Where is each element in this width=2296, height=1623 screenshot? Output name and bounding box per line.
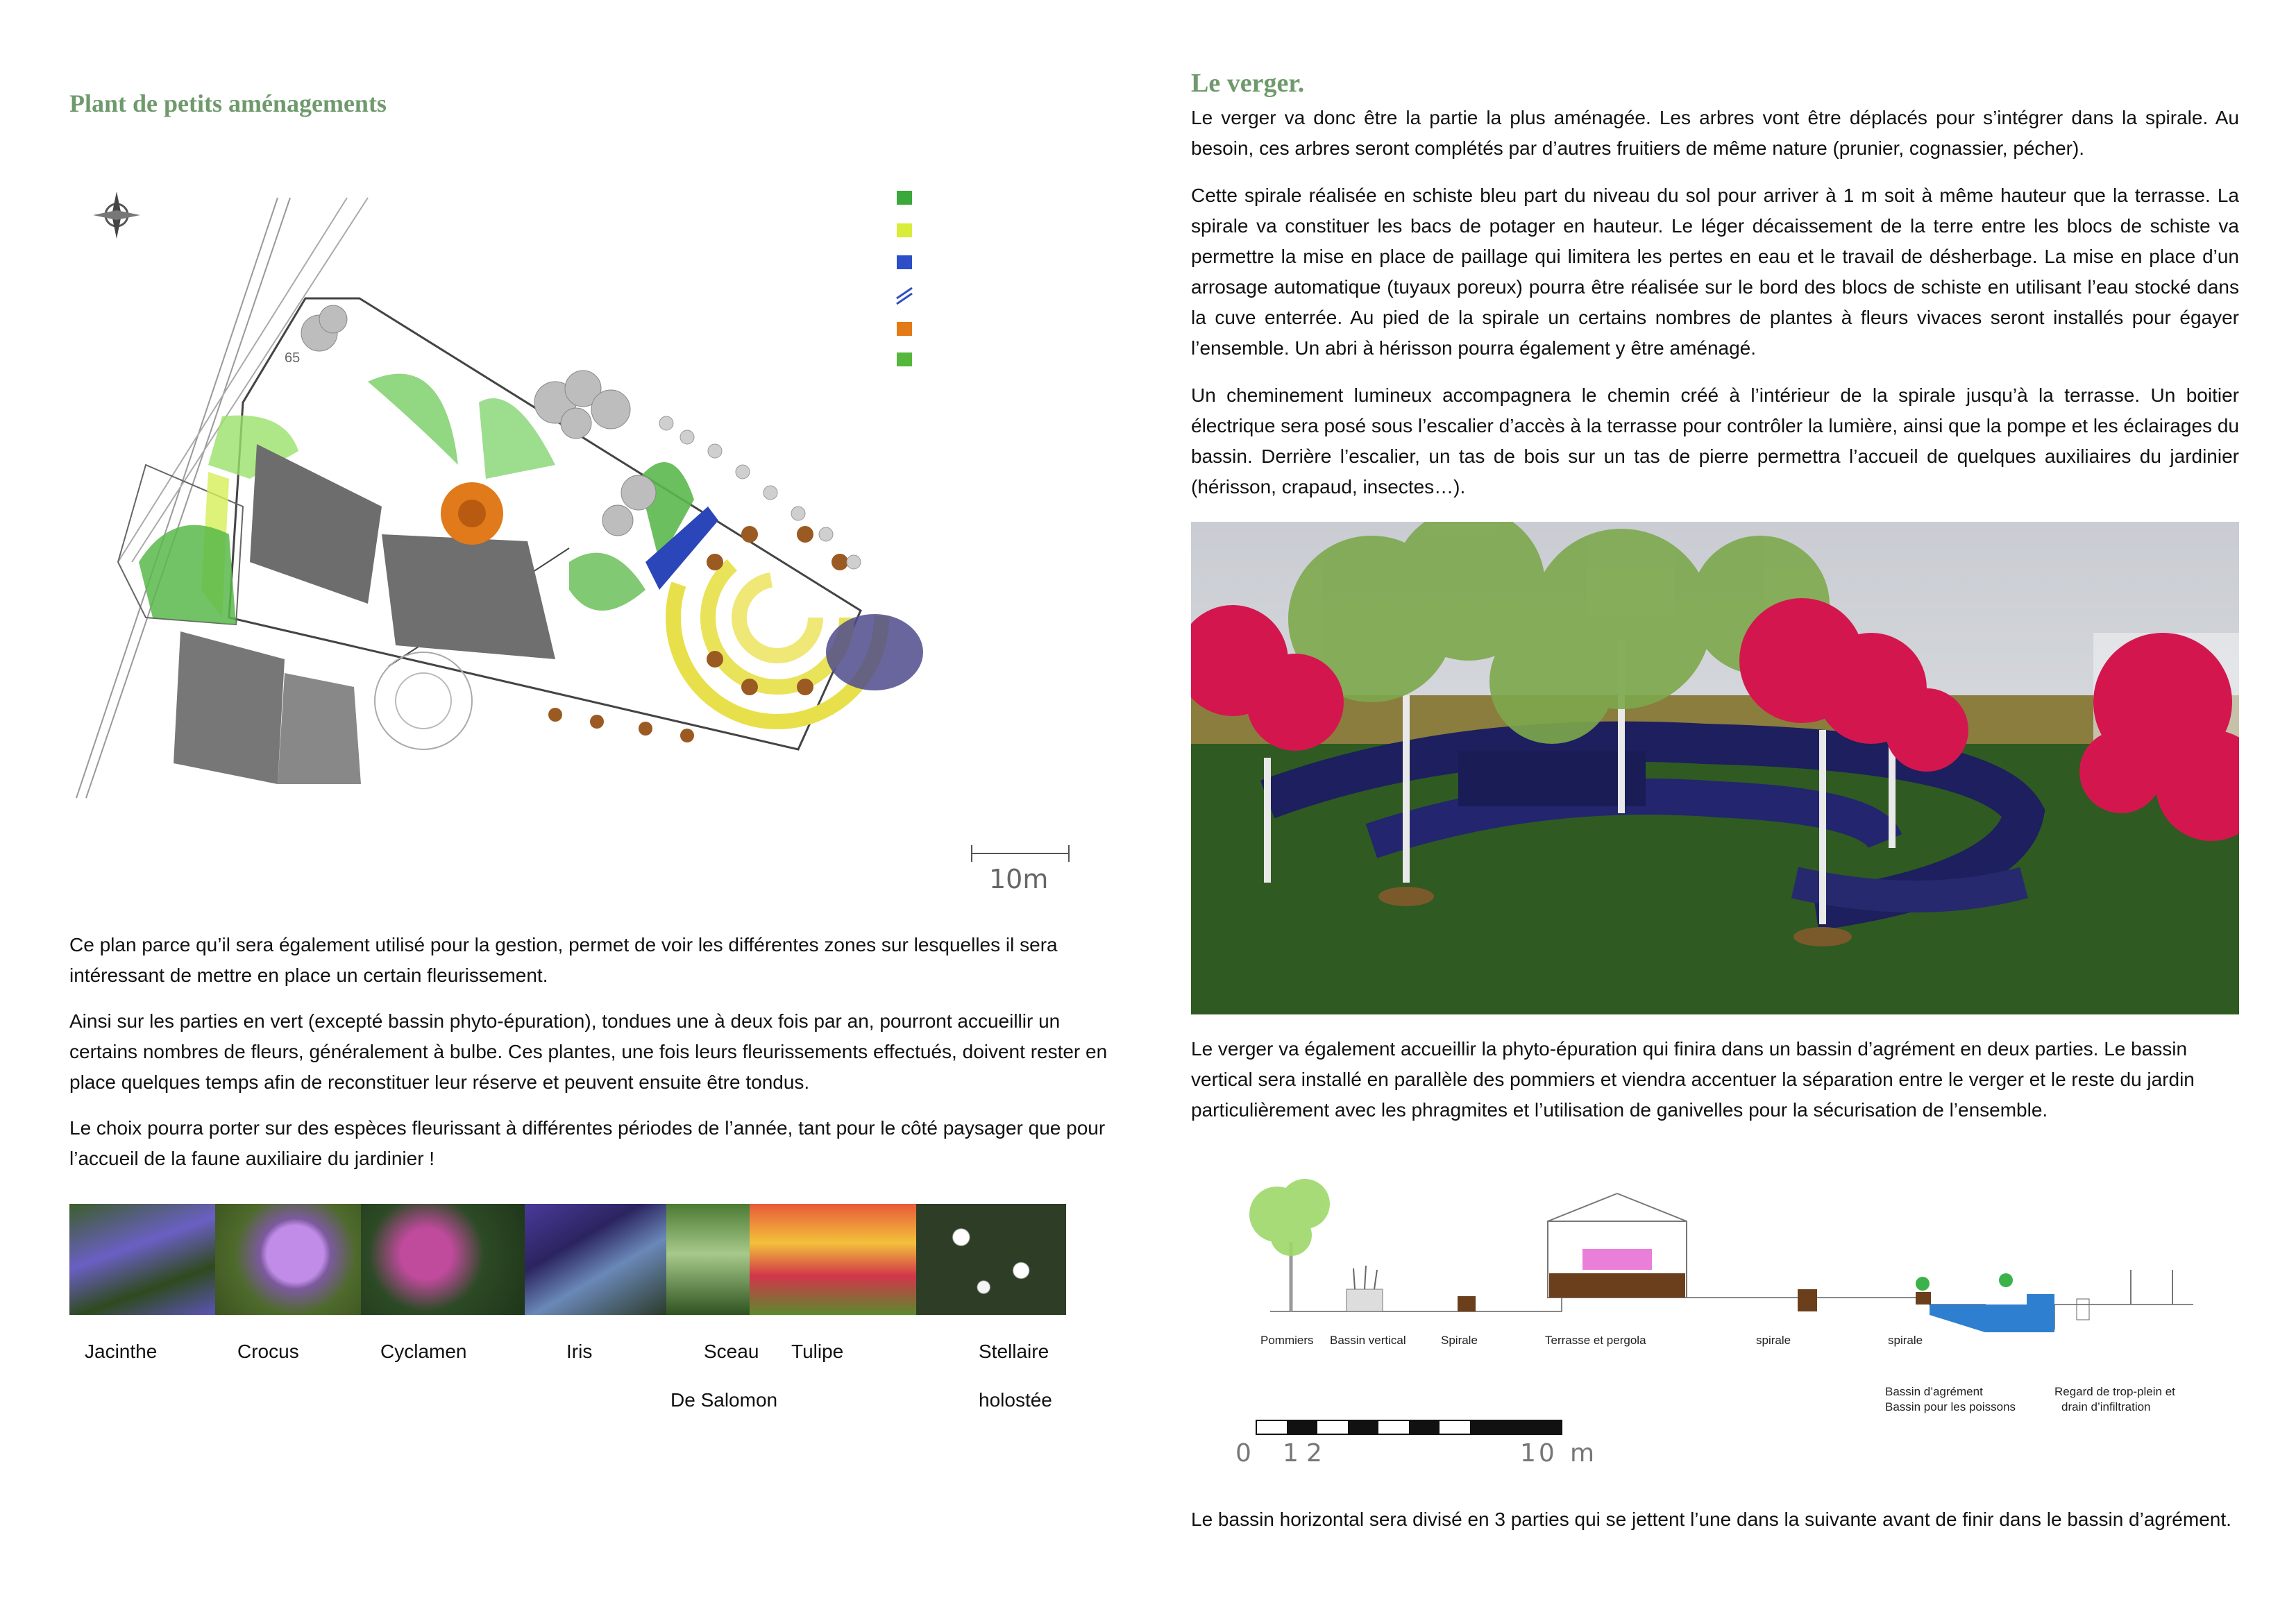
flower-photo-jacinthe xyxy=(69,1204,215,1315)
right-paragraph-2: Cette spirale réalisée en schiste bleu part du niveau du sol pour arriver à 1 m soit à même hauteur que la terrasse. La spirale va constituer les bacs de potager en hauteur. Le léger décaissement de la terre entre les blocs de schiste va permettre la mise en place de paillage qui limitera les pertes en eau et le travail de désherbage. La mise en place d’un arrosage automatique (tuyaux poreux) pourra être réalisée sur le bord des blocs de schiste en utilisant l’eau stocké dans la cuve enterrée. Au pied de la spirale un certains nombres de plantes à fleurs vivaces seront installés pour égayer l’ensemble. Un abri à hérisson pourra également y être aménagé. xyxy=(1191,185,2239,359)
scale-num-10: 10 xyxy=(1520,1439,1558,1468)
legend-swatch-green2 xyxy=(897,352,912,366)
flower-photo-iris xyxy=(525,1204,666,1315)
left-paragraph-3: Le choix pourra porter sur des espèces fleurissant à différentes périodes de l’année, tant pour le côté paysager que pour l’accueil de la faune auxiliaire du jardinier ! xyxy=(69,1117,1106,1169)
right-paragraph-4: Le verger va également accueillir la phyto-épuration qui finira dans un bassin d’agrément en deux parties. Le bassin vertical sera installé en parallèle des pommiers et viendra accentuer la séparation entre le verger et le reste du jardin particulièrement avec les phragmites et l’utilisation de ganivelles pour la sécurisation de l’ensemble. xyxy=(1191,1038,2195,1121)
legend-swatch-lightgreen xyxy=(897,223,912,237)
section-label-bassin-agrement: Bassin d’agrément xyxy=(1885,1385,1983,1398)
legend-swatch-green xyxy=(897,191,912,205)
section-label-spirale-1: Spirale xyxy=(1441,1334,1478,1347)
flower-label-stellaire: Stellaire xyxy=(979,1341,1049,1362)
section-label-spirale-3: spirale xyxy=(1888,1334,1923,1347)
left-text xyxy=(69,930,1117,1174)
scale-num-1: 1 xyxy=(1283,1439,1301,1468)
plan-number: 65 xyxy=(285,350,301,366)
flower-label-tulipe: Tulipe xyxy=(791,1341,844,1362)
section-label-drain: drain d’infiltration xyxy=(2061,1400,2151,1413)
section-label-pommiers: Pommiers xyxy=(1260,1334,1314,1347)
flower-photo-tulipe xyxy=(750,1204,916,1315)
legend-swatch-hatch xyxy=(897,288,912,298)
right-paragraph-5: Le bassin horizontal sera divisé en 3 parties qui se jettent l’une dans la suivante avant de finir dans le bassin d’agrément. xyxy=(1191,1509,2231,1530)
legend-swatch-blue xyxy=(897,255,912,269)
flower-label-sceau: Sceau xyxy=(704,1341,759,1362)
flower-label-stellaire-2: holostée xyxy=(979,1389,1052,1411)
section-label-terrasse: Terrasse et pergola xyxy=(1545,1334,1646,1347)
section-label-regard: Regard de trop-plein et xyxy=(2054,1385,2175,1398)
right-paragraph-1: Le verger va donc être la partie la plus aménagée. Les arbres vont être déplacés pour s’intégrer dans la spirale. Au besoin, ces arbres seront complétés par d’autres fruitiers de même nature (prunier, cognassier, pécher). xyxy=(1191,107,2239,159)
site-plan xyxy=(69,173,1097,916)
orchard-render xyxy=(1191,522,2239,1014)
section-label-bassin-vertical: Bassin vertical xyxy=(1330,1334,1406,1347)
flower-photo-crocus xyxy=(215,1204,361,1315)
flower-label-iris: Iris xyxy=(566,1341,593,1362)
section-diagram xyxy=(1235,1166,2193,1332)
legend-swatch-orange xyxy=(897,322,912,336)
flower-label-crocus: Crocus xyxy=(237,1341,299,1362)
plan-scale-label: 10m xyxy=(989,864,1049,894)
flower-label-sceau-2: De Salomon xyxy=(670,1389,778,1411)
scale-num-0: 0 xyxy=(1235,1439,1254,1468)
right-paragraph-3: Un cheminement lumineux accompagnera le chemin créé à l’intérieur de la spirale jusqu’à la terrasse. Un boitier électrique sera posé sous l’escalier d’accès à la terrasse pour contrôler la lumière, ainsi que la pompe et les éclairages du bassin. Derrière l’escalier, un tas de bois sur un tas de pierre permettra l’accueil de quelques auxiliaires du jardinier (hérisson, crapaud, insectes…). xyxy=(1191,384,2239,498)
left-paragraph-1: Ce plan parce qu’il sera également utilisé pour la gestion, permet de voir les différentes zones sur lesquelles il sera intéressant de mettre en place un certain fleurissement. xyxy=(69,934,1058,986)
page-title-right: Le verger. xyxy=(1191,69,1305,98)
flower-photo-cyclamen xyxy=(361,1204,525,1315)
scale-unit-m: m xyxy=(1570,1439,1598,1468)
section-label-spirale-2: spirale xyxy=(1756,1334,1791,1347)
compass-icon xyxy=(93,192,140,239)
page-title-left: Plant de petits aménagements xyxy=(69,90,387,117)
right-text-top xyxy=(1191,103,2239,502)
section-label-bassin-poissons: Bassin pour les poissons xyxy=(1885,1400,2016,1413)
flower-label-cyclamen: Cyclamen xyxy=(380,1341,467,1362)
section-scale-bar xyxy=(1249,1419,1569,1440)
scale-num-2: 2 xyxy=(1306,1439,1325,1468)
flower-photo-strip xyxy=(69,1204,1066,1315)
flower-photo-stellaire xyxy=(916,1204,1066,1315)
flower-label-jacinthe: Jacinthe xyxy=(85,1341,158,1362)
left-paragraph-2: Ainsi sur les parties en vert (excepté bassin phyto-épuration), tondues une à deux fois par an, pourront accueillir un certains nombres de fleurs, généralement à bulbe. Ces plantes, une fois leurs fleurissements effectués, doivent rester en place quelques temps afin de reconstituer leur réserve et peuvent ensuite être tondus. xyxy=(69,1010,1108,1093)
flower-photo-sceau xyxy=(666,1204,750,1315)
